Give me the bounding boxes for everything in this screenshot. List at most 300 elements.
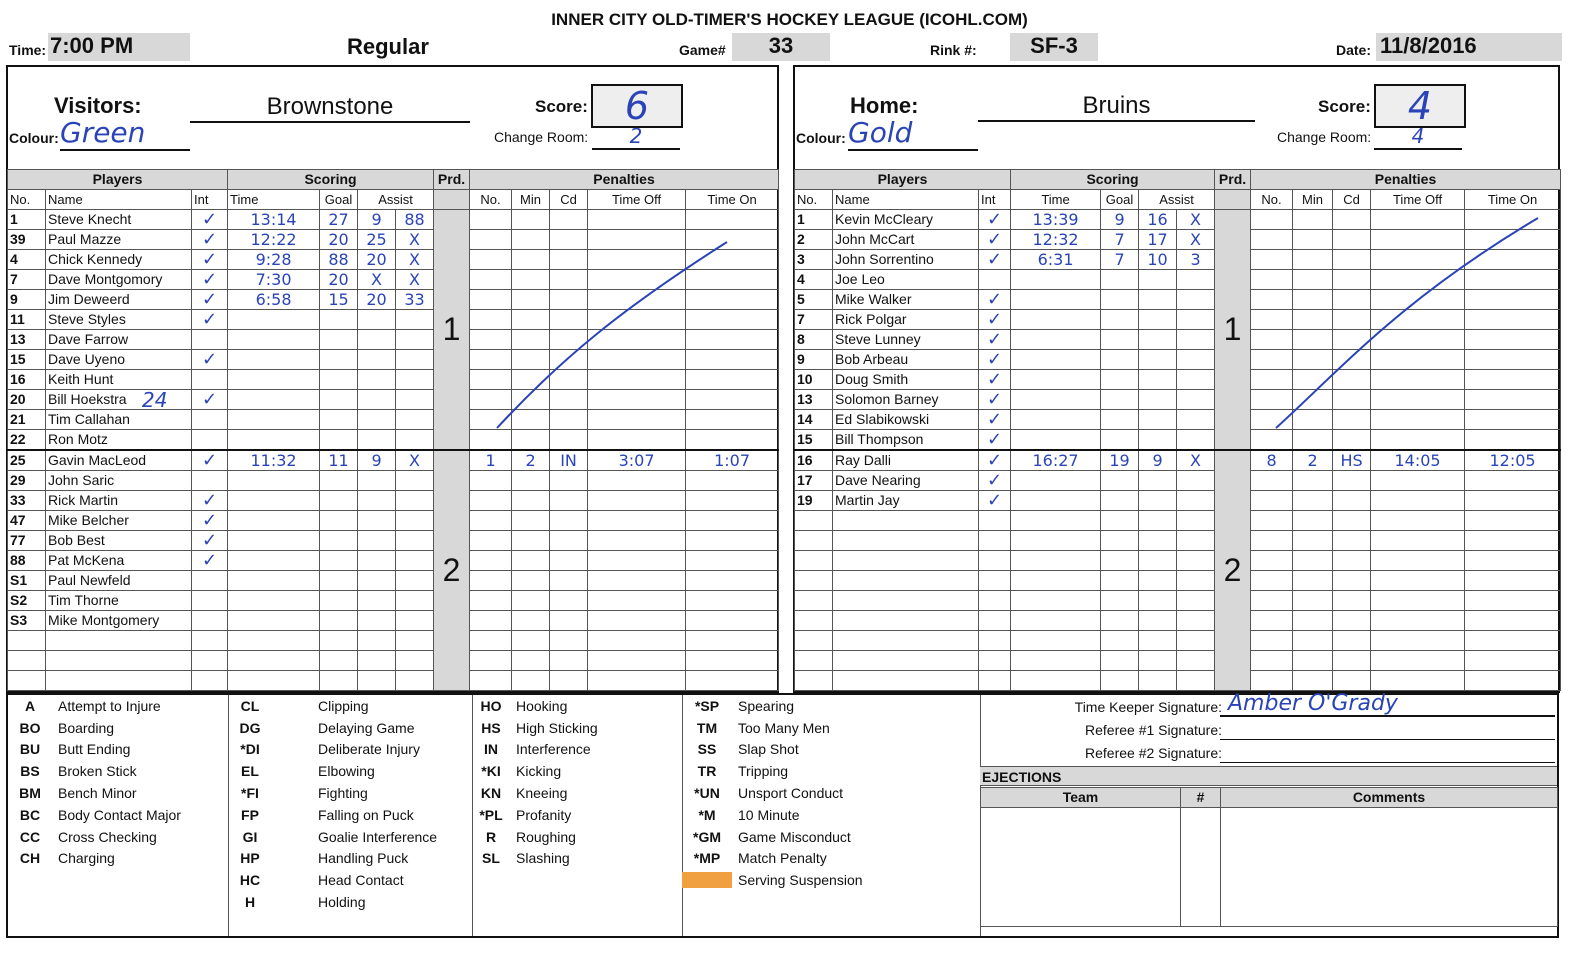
penalty-code[interactable] — [1333, 290, 1371, 310]
penalty-minutes[interactable] — [512, 430, 550, 451]
goal-scorer[interactable] — [320, 671, 358, 691]
goal-time[interactable] — [228, 330, 320, 350]
assist-2[interactable] — [1177, 571, 1215, 591]
goal-scorer[interactable] — [1101, 350, 1139, 370]
penalty-time-off[interactable] — [1371, 290, 1465, 310]
penalty-code[interactable] — [550, 230, 588, 250]
player-int-check[interactable]: ✓ — [192, 531, 228, 551]
penalty-code[interactable] — [1333, 671, 1371, 691]
assist-1[interactable] — [1139, 471, 1177, 491]
goal-scorer[interactable]: 19 — [1101, 450, 1139, 471]
penalty-code[interactable] — [1333, 410, 1371, 430]
goal-time[interactable] — [1011, 390, 1101, 410]
goal-scorer[interactable] — [1101, 511, 1139, 531]
penalty-time-on[interactable] — [686, 210, 779, 230]
assist-2[interactable] — [396, 611, 434, 631]
goal-scorer[interactable] — [1101, 671, 1139, 691]
assist-2[interactable] — [396, 631, 434, 651]
assist-1[interactable]: 20 — [358, 290, 396, 310]
penalty-time-on[interactable] — [1465, 631, 1561, 651]
penalty-time-on[interactable] — [1465, 330, 1561, 350]
penalty-time-on[interactable] — [686, 591, 779, 611]
goal-scorer[interactable] — [320, 350, 358, 370]
penalty-player-no[interactable] — [470, 631, 512, 651]
goal-time[interactable] — [228, 471, 320, 491]
penalty-code[interactable] — [550, 551, 588, 571]
penalty-time-off[interactable] — [1371, 310, 1465, 330]
penalty-minutes[interactable] — [1293, 290, 1333, 310]
goal-scorer[interactable] — [1101, 370, 1139, 390]
assist-2[interactable] — [1177, 651, 1215, 671]
penalty-code[interactable] — [1333, 350, 1371, 370]
penalty-time-on[interactable] — [1465, 611, 1561, 631]
assist-1[interactable] — [1139, 591, 1177, 611]
player-int-check[interactable] — [192, 571, 228, 591]
assist-2[interactable] — [1177, 350, 1215, 370]
assist-1[interactable] — [1139, 410, 1177, 430]
assist-1[interactable] — [1139, 270, 1177, 290]
player-int-check[interactable]: ✓ — [979, 310, 1011, 330]
penalty-minutes[interactable] — [1293, 591, 1333, 611]
player-int-check[interactable]: ✓ — [979, 430, 1011, 451]
goal-time[interactable] — [228, 671, 320, 691]
penalty-player-no[interactable] — [1251, 370, 1293, 390]
player-int-check[interactable] — [192, 591, 228, 611]
penalty-minutes[interactable] — [512, 330, 550, 350]
goal-scorer[interactable] — [1101, 531, 1139, 551]
penalty-player-no[interactable] — [1251, 571, 1293, 591]
assist-2[interactable] — [1177, 390, 1215, 410]
penalty-minutes[interactable] — [1293, 430, 1333, 451]
goal-time[interactable] — [1011, 571, 1101, 591]
player-int-check[interactable] — [192, 611, 228, 631]
assist-1[interactable] — [358, 491, 396, 511]
penalty-player-no[interactable] — [1251, 270, 1293, 290]
goal-time[interactable] — [228, 571, 320, 591]
penalty-code[interactable] — [550, 671, 588, 691]
penalty-time-on[interactable] — [1465, 430, 1561, 451]
assist-1[interactable] — [358, 370, 396, 390]
player-int-check[interactable] — [979, 270, 1011, 290]
penalty-minutes[interactable] — [1293, 631, 1333, 651]
player-int-check[interactable]: ✓ — [192, 450, 228, 471]
assist-1[interactable] — [358, 350, 396, 370]
assist-2[interactable] — [396, 571, 434, 591]
penalty-time-on[interactable] — [1465, 591, 1561, 611]
penalty-code[interactable] — [1333, 370, 1371, 390]
assist-1[interactable] — [1139, 671, 1177, 691]
penalty-minutes[interactable] — [1293, 491, 1333, 511]
goal-time[interactable] — [1011, 270, 1101, 290]
assist-2[interactable] — [396, 551, 434, 571]
penalty-minutes[interactable] — [512, 270, 550, 290]
penalty-time-on[interactable] — [686, 250, 779, 270]
penalty-code[interactable] — [550, 310, 588, 330]
assist-1[interactable] — [1139, 631, 1177, 651]
penalty-code[interactable] — [550, 611, 588, 631]
goal-time[interactable] — [1011, 611, 1101, 631]
goal-scorer[interactable] — [320, 511, 358, 531]
penalty-time-off[interactable] — [1371, 631, 1465, 651]
penalty-time-on[interactable] — [1465, 390, 1561, 410]
penalty-time-off[interactable] — [1371, 671, 1465, 691]
assist-1[interactable] — [358, 471, 396, 491]
assist-2[interactable] — [1177, 330, 1215, 350]
penalty-time-on[interactable] — [686, 491, 779, 511]
goal-time[interactable] — [1011, 551, 1101, 571]
penalty-code[interactable] — [550, 390, 588, 410]
penalty-player-no[interactable] — [1251, 551, 1293, 571]
penalty-time-off[interactable] — [588, 290, 686, 310]
assist-1[interactable] — [1139, 611, 1177, 631]
penalty-code[interactable] — [550, 430, 588, 451]
assist-2[interactable] — [1177, 611, 1215, 631]
player-int-check[interactable]: ✓ — [192, 551, 228, 571]
assist-2[interactable] — [1177, 491, 1215, 511]
goal-time[interactable] — [228, 491, 320, 511]
goal-time[interactable] — [228, 430, 320, 451]
assist-2[interactable] — [396, 410, 434, 430]
goal-time[interactable] — [1011, 330, 1101, 350]
goal-time[interactable] — [1011, 350, 1101, 370]
assist-2[interactable] — [1177, 531, 1215, 551]
penalty-time-off[interactable] — [588, 250, 686, 270]
goal-time[interactable]: 13:14 — [228, 210, 320, 230]
goal-scorer[interactable]: 7 — [1101, 230, 1139, 250]
goal-time[interactable] — [1011, 471, 1101, 491]
assist-2[interactable] — [396, 651, 434, 671]
player-int-check[interactable]: ✓ — [192, 511, 228, 531]
penalty-time-on[interactable] — [686, 631, 779, 651]
goal-scorer[interactable] — [1101, 290, 1139, 310]
penalty-code[interactable] — [550, 210, 588, 230]
goal-time[interactable] — [1011, 430, 1101, 451]
player-int-check[interactable]: ✓ — [979, 370, 1011, 390]
penalty-player-no[interactable] — [1251, 491, 1293, 511]
assist-2[interactable] — [1177, 410, 1215, 430]
penalty-player-no[interactable] — [470, 310, 512, 330]
penalty-minutes[interactable] — [1293, 350, 1333, 370]
goal-scorer[interactable]: 11 — [320, 450, 358, 471]
penalty-player-no[interactable]: 1 — [470, 450, 512, 471]
penalty-code[interactable] — [550, 270, 588, 290]
penalty-time-off[interactable] — [1371, 210, 1465, 230]
player-int-check[interactable]: ✓ — [192, 270, 228, 290]
goal-scorer[interactable] — [320, 611, 358, 631]
penalty-code[interactable] — [550, 370, 588, 390]
penalty-code[interactable] — [1333, 310, 1371, 330]
goal-scorer[interactable] — [320, 551, 358, 571]
penalty-time-off[interactable] — [588, 330, 686, 350]
goal-time[interactable]: 7:30 — [228, 270, 320, 290]
penalty-minutes[interactable]: 2 — [1293, 450, 1333, 471]
penalty-player-no[interactable] — [1251, 651, 1293, 671]
goal-time[interactable] — [228, 631, 320, 651]
goal-time[interactable]: 6:58 — [228, 290, 320, 310]
penalty-time-off[interactable] — [1371, 390, 1465, 410]
penalty-time-off[interactable] — [588, 270, 686, 290]
assist-1[interactable]: 17 — [1139, 230, 1177, 250]
penalty-time-on[interactable] — [1465, 551, 1561, 571]
penalty-time-on[interactable] — [1465, 571, 1561, 591]
goal-scorer[interactable] — [1101, 491, 1139, 511]
player-int-check[interactable] — [979, 631, 1011, 651]
penalty-time-on[interactable] — [686, 390, 779, 410]
penalty-time-off[interactable] — [1371, 471, 1465, 491]
penalty-code[interactable] — [550, 410, 588, 430]
assist-1[interactable] — [358, 430, 396, 451]
penalty-player-no[interactable] — [470, 471, 512, 491]
penalty-minutes[interactable] — [512, 390, 550, 410]
penalty-time-on[interactable] — [686, 611, 779, 631]
goal-scorer[interactable] — [320, 330, 358, 350]
penalty-player-no[interactable] — [470, 250, 512, 270]
penalty-minutes[interactable] — [512, 350, 550, 370]
assist-1[interactable]: 20 — [358, 250, 396, 270]
penalty-time-on[interactable] — [686, 531, 779, 551]
penalty-time-off[interactable] — [1371, 491, 1465, 511]
penalty-minutes[interactable] — [512, 290, 550, 310]
penalty-time-on[interactable] — [1465, 350, 1561, 370]
penalty-code[interactable] — [1333, 230, 1371, 250]
penalty-time-on[interactable] — [686, 651, 779, 671]
assist-1[interactable] — [1139, 290, 1177, 310]
penalty-time-on[interactable]: 12:05 — [1465, 450, 1561, 471]
player-int-check[interactable]: ✓ — [979, 390, 1011, 410]
penalty-minutes[interactable] — [1293, 270, 1333, 290]
penalty-time-on[interactable] — [686, 350, 779, 370]
penalty-time-off[interactable] — [588, 611, 686, 631]
penalty-minutes[interactable] — [1293, 571, 1333, 591]
goal-scorer[interactable] — [320, 430, 358, 451]
goal-time[interactable] — [1011, 631, 1101, 651]
goal-scorer[interactable] — [320, 531, 358, 551]
penalty-time-off[interactable] — [1371, 250, 1465, 270]
goal-scorer[interactable] — [1101, 270, 1139, 290]
assist-1[interactable] — [1139, 330, 1177, 350]
goal-time[interactable] — [1011, 410, 1101, 430]
penalty-time-on[interactable]: 1:07 — [686, 450, 779, 471]
penalty-time-off[interactable] — [588, 491, 686, 511]
penalty-time-on[interactable] — [686, 571, 779, 591]
goal-time[interactable] — [1011, 511, 1101, 531]
assist-1[interactable]: 10 — [1139, 250, 1177, 270]
assist-1[interactable] — [1139, 651, 1177, 671]
penalty-time-off[interactable] — [1371, 511, 1465, 531]
penalty-time-on[interactable] — [1465, 290, 1561, 310]
penalty-player-no[interactable] — [1251, 250, 1293, 270]
goal-scorer[interactable] — [320, 571, 358, 591]
goal-scorer[interactable]: 20 — [320, 230, 358, 250]
penalty-time-off[interactable] — [588, 410, 686, 430]
penalty-time-on[interactable] — [1465, 511, 1561, 531]
player-int-check[interactable] — [979, 611, 1011, 631]
penalty-minutes[interactable] — [512, 591, 550, 611]
penalty-time-off[interactable] — [1371, 611, 1465, 631]
penalty-code[interactable] — [550, 591, 588, 611]
penalty-player-no[interactable] — [470, 551, 512, 571]
assist-1[interactable] — [358, 511, 396, 531]
penalty-player-no[interactable] — [470, 270, 512, 290]
penalty-time-off[interactable]: 14:05 — [1371, 450, 1465, 471]
assist-1[interactable] — [358, 390, 396, 410]
penalty-minutes[interactable]: 2 — [512, 450, 550, 471]
penalty-player-no[interactable] — [470, 511, 512, 531]
penalty-player-no[interactable] — [1251, 611, 1293, 631]
goal-scorer[interactable] — [1101, 430, 1139, 451]
penalty-player-no[interactable] — [470, 350, 512, 370]
penalty-time-off[interactable] — [588, 511, 686, 531]
player-int-check[interactable]: ✓ — [979, 410, 1011, 430]
player-int-check[interactable]: ✓ — [979, 250, 1011, 270]
assist-1[interactable] — [358, 591, 396, 611]
player-int-check[interactable]: ✓ — [192, 491, 228, 511]
penalty-minutes[interactable] — [1293, 531, 1333, 551]
player-int-check[interactable]: ✓ — [979, 210, 1011, 230]
penalty-player-no[interactable] — [1251, 471, 1293, 491]
penalty-player-no[interactable] — [470, 330, 512, 350]
assist-1[interactable] — [358, 551, 396, 571]
penalty-code[interactable] — [1333, 511, 1371, 531]
penalty-code[interactable] — [550, 631, 588, 651]
player-int-check[interactable] — [979, 511, 1011, 531]
ejection-number-cell[interactable] — [1181, 808, 1221, 927]
penalty-code[interactable] — [1333, 270, 1371, 290]
player-int-check[interactable] — [192, 430, 228, 451]
goal-scorer[interactable] — [1101, 330, 1139, 350]
assist-1[interactable] — [1139, 571, 1177, 591]
goal-time[interactable] — [1011, 531, 1101, 551]
player-int-check[interactable]: ✓ — [192, 390, 228, 410]
player-int-check[interactable] — [192, 410, 228, 430]
goal-time[interactable] — [228, 651, 320, 671]
goal-scorer[interactable]: 88 — [320, 250, 358, 270]
assist-2[interactable] — [1177, 631, 1215, 651]
penalty-time-on[interactable] — [686, 671, 779, 691]
penalty-time-off[interactable] — [1371, 410, 1465, 430]
player-int-check[interactable]: ✓ — [979, 450, 1011, 471]
penalty-time-on[interactable] — [686, 430, 779, 451]
goal-time[interactable]: 13:39 — [1011, 210, 1101, 230]
player-int-check[interactable]: ✓ — [192, 210, 228, 230]
player-int-check[interactable]: ✓ — [979, 471, 1011, 491]
penalty-code[interactable] — [1333, 471, 1371, 491]
player-int-check[interactable]: ✓ — [192, 310, 228, 330]
assist-1[interactable] — [1139, 390, 1177, 410]
assist-2[interactable]: X — [396, 450, 434, 471]
penalty-player-no[interactable] — [470, 370, 512, 390]
assist-2[interactable] — [396, 310, 434, 330]
assist-1[interactable] — [358, 410, 396, 430]
penalty-code[interactable] — [1333, 390, 1371, 410]
assist-2[interactable] — [1177, 370, 1215, 390]
player-int-check[interactable] — [979, 531, 1011, 551]
goal-scorer[interactable]: 7 — [1101, 250, 1139, 270]
ejection-comments-cell[interactable] — [1221, 808, 1558, 927]
player-int-check[interactable]: ✓ — [979, 330, 1011, 350]
goal-scorer[interactable] — [1101, 310, 1139, 330]
player-int-check[interactable] — [192, 671, 228, 691]
penalty-time-off[interactable]: 3:07 — [588, 450, 686, 471]
penalty-time-on[interactable] — [686, 230, 779, 250]
goal-time[interactable] — [1011, 671, 1101, 691]
penalty-time-on[interactable] — [1465, 270, 1561, 290]
penalty-minutes[interactable] — [512, 310, 550, 330]
goal-scorer[interactable] — [320, 631, 358, 651]
goal-time[interactable]: 12:32 — [1011, 230, 1101, 250]
penalty-time-off[interactable] — [588, 531, 686, 551]
penalty-player-no[interactable] — [1251, 330, 1293, 350]
penalty-time-on[interactable] — [686, 511, 779, 531]
goal-time[interactable] — [228, 611, 320, 631]
assist-2[interactable]: X — [396, 250, 434, 270]
goal-time[interactable]: 6:31 — [1011, 250, 1101, 270]
penalty-player-no[interactable] — [470, 410, 512, 430]
assist-2[interactable] — [396, 370, 434, 390]
assist-1[interactable]: 16 — [1139, 210, 1177, 230]
penalty-player-no[interactable] — [1251, 671, 1293, 691]
penalty-code[interactable] — [1333, 571, 1371, 591]
penalty-time-on[interactable] — [1465, 230, 1561, 250]
penalty-player-no[interactable] — [470, 571, 512, 591]
penalty-time-on[interactable] — [686, 290, 779, 310]
assist-2[interactable] — [1177, 671, 1215, 691]
penalty-minutes[interactable] — [1293, 230, 1333, 250]
penalty-code[interactable] — [1333, 330, 1371, 350]
assist-2[interactable]: X — [396, 270, 434, 290]
player-int-check[interactable] — [979, 671, 1011, 691]
penalty-time-on[interactable] — [1465, 250, 1561, 270]
penalty-time-off[interactable] — [1371, 571, 1465, 591]
player-int-check[interactable]: ✓ — [192, 230, 228, 250]
assist-1[interactable]: 9 — [358, 450, 396, 471]
penalty-minutes[interactable] — [512, 511, 550, 531]
penalty-minutes[interactable] — [512, 491, 550, 511]
penalty-time-off[interactable] — [1371, 651, 1465, 671]
goal-scorer[interactable] — [1101, 571, 1139, 591]
goal-time[interactable] — [228, 310, 320, 330]
goal-scorer[interactable] — [320, 310, 358, 330]
penalty-code[interactable] — [550, 471, 588, 491]
penalty-player-no[interactable] — [1251, 531, 1293, 551]
assist-2[interactable] — [396, 430, 434, 451]
penalty-player-no[interactable] — [470, 430, 512, 451]
penalty-player-no[interactable] — [470, 651, 512, 671]
penalty-player-no[interactable] — [470, 390, 512, 410]
penalty-player-no[interactable] — [470, 531, 512, 551]
assist-2[interactable]: X — [396, 230, 434, 250]
penalty-code[interactable] — [1333, 551, 1371, 571]
goal-scorer[interactable] — [320, 370, 358, 390]
penalty-player-no[interactable] — [470, 210, 512, 230]
penalty-minutes[interactable] — [1293, 390, 1333, 410]
player-int-check[interactable]: ✓ — [979, 290, 1011, 310]
penalty-time-off[interactable] — [588, 430, 686, 451]
goal-scorer[interactable] — [1101, 551, 1139, 571]
goal-scorer[interactable] — [320, 471, 358, 491]
penalty-minutes[interactable] — [1293, 250, 1333, 270]
penalty-code[interactable] — [550, 290, 588, 310]
player-int-check[interactable] — [192, 631, 228, 651]
penalty-code[interactable] — [1333, 631, 1371, 651]
assist-1[interactable]: X — [358, 270, 396, 290]
goal-scorer[interactable] — [1101, 471, 1139, 491]
goal-time[interactable] — [1011, 290, 1101, 310]
penalty-time-on[interactable] — [686, 471, 779, 491]
penalty-minutes[interactable] — [512, 250, 550, 270]
penalty-player-no[interactable]: 8 — [1251, 450, 1293, 471]
penalty-time-off[interactable] — [588, 471, 686, 491]
